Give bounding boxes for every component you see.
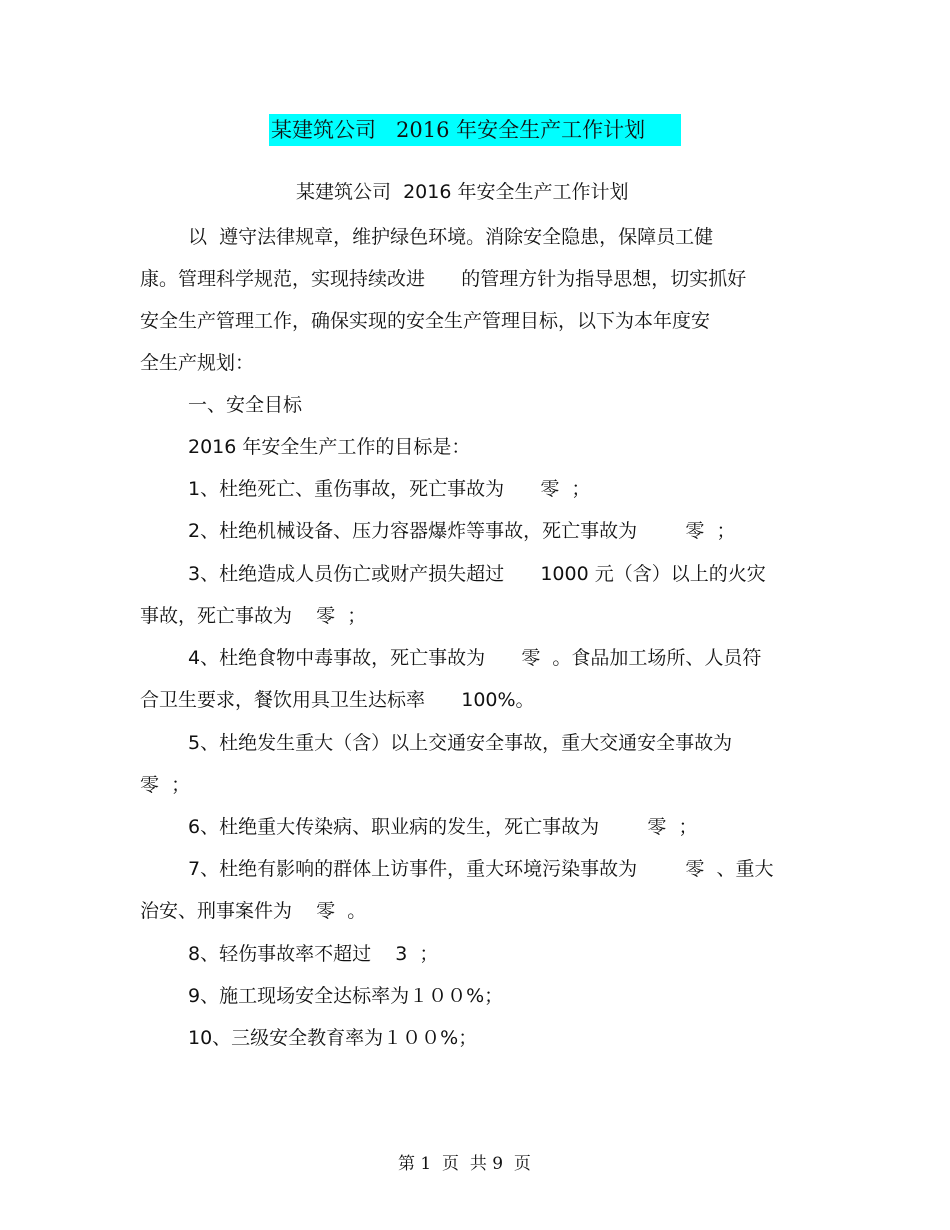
intro-line-1: 以 遵守法律规章，维护绿色环境。消除安全隐患，保障员工健 xyxy=(188,226,714,248)
goal-line: 1、杜绝死亡、重伤事故，死亡事故为 零 ； xyxy=(188,478,591,500)
section-heading-safety-goals: 一、安全目标 xyxy=(188,394,303,416)
goal-line: 9、施工现场安全达标率为１００%； xyxy=(188,985,504,1007)
goals-intro: 2016 年安全生产工作的目标是： xyxy=(188,436,471,458)
document-subtitle: 某建筑公司 2016 年安全生产工作计划 xyxy=(296,181,629,203)
page-footer: 第 1 页 共 9 页 xyxy=(398,1154,531,1174)
goal-line: 8、轻伤事故率不超过 3 ； xyxy=(188,943,439,965)
goal-line: 零 ； xyxy=(140,774,191,796)
goal-line: 10、三级安全教育率为１００%； xyxy=(188,1027,478,1049)
intro-line-4: 全生产规划： xyxy=(140,352,255,374)
goal-line: 7、杜绝有影响的群体上访事件，重大环境污染事故为 零 、重大 xyxy=(188,858,774,880)
goal-line: 治安、刑事案件为 零 。 xyxy=(140,900,367,922)
intro-line-2: 康。管理科学规范，实现持续改进 的管理方针为指导思想，切实抓好 xyxy=(140,268,747,290)
goal-line: 事故，死亡事故为 零 ； xyxy=(140,605,367,627)
goal-line: 合卫生要求，餐饮用具卫生达标率 100%。 xyxy=(140,689,535,711)
goal-line: 2、杜绝机械设备、压力容器爆炸等事故，死亡事故为 零 ； xyxy=(188,520,736,542)
goal-line: 6、杜绝重大传染病、职业病的发生，死亡事故为 零 ； xyxy=(188,816,698,838)
goal-line: 4、杜绝食物中毒事故，死亡事故为 零 。食品加工场所、人员符 xyxy=(188,647,762,669)
goal-line: 5、杜绝发生重大（含）以上交通安全事故，重大交通安全事故为 xyxy=(188,732,733,754)
document-title: 某建筑公司 2016 年安全生产工作计划 xyxy=(269,114,681,146)
intro-line-3: 安全生产管理工作，确保实现的安全生产管理目标，以下为本年度安 xyxy=(140,310,711,332)
goal-line: 3、杜绝造成人员伤亡或财产损失超过 1000 元（含）以上的火灾 xyxy=(188,563,766,585)
